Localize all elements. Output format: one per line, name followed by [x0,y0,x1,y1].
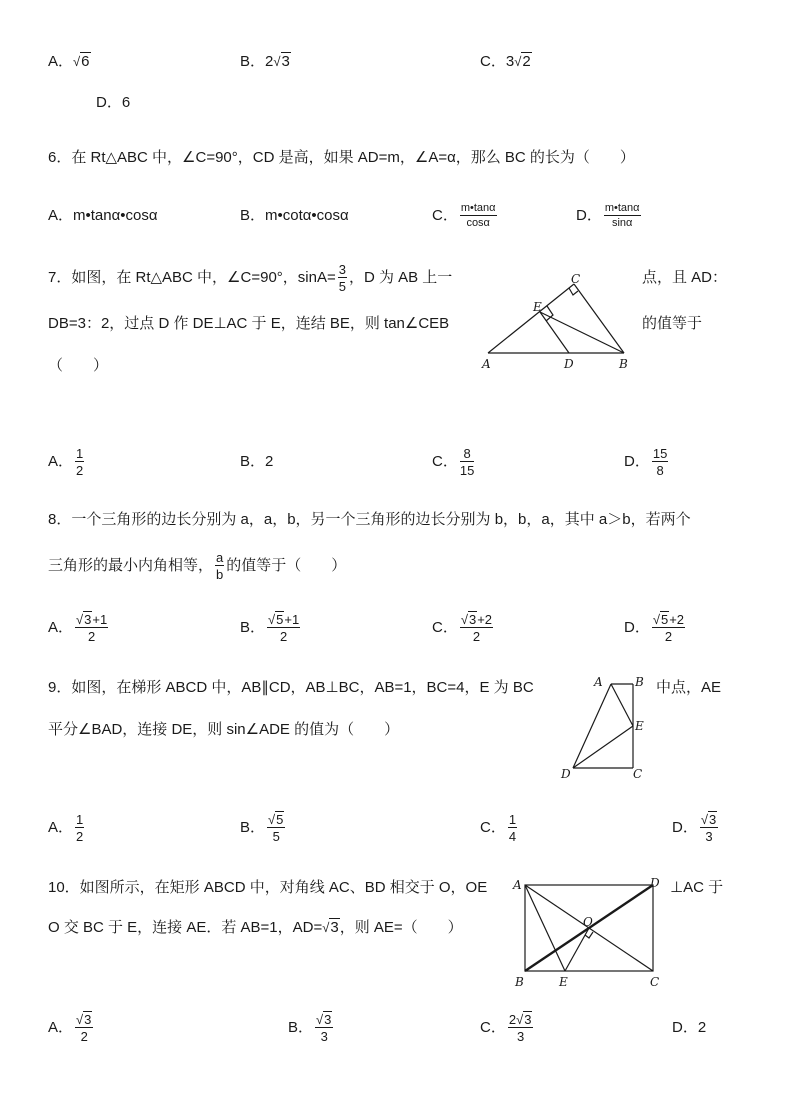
q8-line-1: 8．一个三角形的边长分别为 a，a，b，另一个三角形的边长分别为 b，b，a，其中 a＞b，若两个 [48,511,691,528]
q7-line-1-right: 点，且 AD： [642,269,728,286]
numerator: m•tanα [460,202,496,215]
option-prefix: C． [432,207,458,224]
q9-line-1: 9．如图，在梯形 ABCD 中，AB∥CD，AB⊥BC，AB=1，BC=4，E 为 BC [48,679,534,696]
numerator: √5+1 [268,612,300,628]
q7-option-a [48,444,86,480]
q7-option-b: B．2 [240,453,274,470]
denominator: 2 [472,629,481,645]
label-E: E [533,300,542,314]
label-D: D [650,876,660,890]
radicand: 3 [84,1012,92,1028]
fraction [75,613,108,643]
numerator: m•tanα [604,202,640,215]
numerator: √3+2 [460,612,493,628]
q9-line-1-right: 中点，AE [656,679,722,696]
sqrt: √3 [322,919,339,936]
numerator: √5+2 [652,612,685,628]
option-prefix: B． [240,819,266,836]
q6-option-c [432,198,499,234]
fraction [75,1013,93,1043]
numerator: 1 [76,812,84,828]
radicand: 5 [276,612,284,628]
fraction [267,613,300,643]
radicand: 3 [281,53,290,70]
q10-line-2 [48,918,463,938]
label-B: B [635,675,644,689]
option-prefix: D． [672,819,698,836]
numerator: 2√3 [508,1012,532,1028]
radicand: 5 [276,812,284,828]
denominator: 2 [76,829,84,845]
option-prefix: B． [240,619,266,636]
q7-line-2: DB=3：2，过点 D 作 DE⊥AC 于 E，连结 BE，则 tan∠CEB [48,315,450,332]
numerator: a [216,550,224,566]
option-prefix: B．2 [240,53,274,70]
option-prefix: A． [48,453,74,470]
fraction [652,613,685,643]
q9-figure [555,672,655,784]
numerator-tail: +2 [669,612,685,628]
denominator: b [216,567,224,583]
denominator: 8 [656,463,664,479]
radicand: 5 [660,612,669,628]
text: 三角形的最小内角相等， [48,557,214,574]
radicand: 3 [324,1012,332,1028]
denominator: 2 [80,1029,88,1045]
fraction [508,1013,534,1043]
fraction [508,813,517,843]
denominator: 15 [459,463,475,479]
fraction [338,263,347,293]
q10-option-a [48,1010,95,1046]
option-prefix: C． [480,1019,506,1036]
q10-option-c [480,1010,535,1046]
q7-option-d [624,444,670,480]
fraction [315,1013,333,1043]
option-prefix: D． [624,619,650,636]
denominator: 2 [664,629,673,645]
q6-option-d [576,198,643,234]
sqrt: √3 [273,53,290,70]
q8-option-d [624,610,687,646]
numerator: √3 [700,812,717,828]
radicand: 2 [522,53,531,70]
numerator: √3 [316,1012,332,1028]
q10-figure [508,873,670,993]
fraction [460,203,497,229]
numerator: 1 [508,812,517,828]
denominator: 5 [272,829,280,845]
numerator-tail: +2 [477,612,493,628]
option-prefix: D． [624,453,650,470]
text: 7．如图，在 Rt△ABC 中，∠C=90°，sinA= [48,269,336,286]
q9-option-b [240,810,287,846]
sqrt: √2 [514,53,531,70]
denominator: 3 [320,1029,328,1045]
radicand: 3 [84,612,92,628]
numerator: √5 [268,812,284,828]
text: 的值等于（ ） [226,557,347,574]
denominator: 2 [76,463,84,479]
denominator: 3 [705,829,713,845]
q6-stem: 6．在 Rt△ABC 中，∠C=90°，CD 是高，如果 AD=m，∠A=α，那么 BC 的长为（ ） [48,149,635,166]
option-prefix: A． [48,619,74,636]
option-prefix: A． [48,819,74,836]
option-prefix: A． [48,1019,74,1036]
q7-option-c [432,444,476,480]
label-B: B [619,357,628,371]
q8-option-b [240,610,302,646]
fraction [460,613,493,643]
option-prefix: B． [288,1019,314,1036]
q5-option-b [240,52,291,72]
fraction [215,551,224,581]
label-D: D [561,767,571,781]
q10-line-1-right: ⊥AC 于 [670,879,724,896]
q8-option-c [432,610,495,646]
fraction [652,447,668,477]
numerator: √3+1 [76,612,108,628]
label-D: D [564,357,574,371]
radicand: 3 [708,812,717,828]
numerator: 3 [338,262,346,278]
q6-option-a: A．m•tanα•cosα [48,207,158,224]
label-E: E [635,719,644,733]
label-O: O [583,915,593,929]
denominator: 2 [88,629,96,645]
label-A: A [482,357,491,371]
radicand: 3 [524,1012,532,1028]
label-C: C [650,975,660,989]
denominator: 4 [508,829,517,845]
fraction [267,813,285,843]
q9-line-2: 平分∠BAD，连接 DE，则 sin∠ADE 的值为（ ） [48,721,400,738]
option-prefix: D． [576,207,602,224]
label-A: A [513,878,522,892]
q5-option-c [480,52,532,72]
option-prefix: C． [432,453,458,470]
numerator: √3 [76,1012,92,1028]
q9-option-d [672,810,720,846]
numerator: 1 [76,446,84,462]
fraction [75,813,84,843]
q7-line-2-right: 的值等于 [642,315,703,332]
denominator: 2 [280,629,288,645]
label-C: C [571,272,581,286]
denominator: sinα [611,217,633,230]
q9-option-c [480,810,519,846]
q5-option-d: D．6 [96,94,131,111]
numerator-tail: +1 [92,612,108,628]
q8-line-2 [48,548,346,584]
fraction [604,203,641,229]
q6-option-b: B．m•cotα•cosα [240,207,349,224]
sqrt: √6 [73,53,90,70]
q7-figure [478,270,638,375]
option-prefix: A． [48,53,74,70]
q7-line-1 [48,260,452,296]
label-C: C [633,767,643,781]
q9-option-a [48,810,86,846]
radicand: 3 [330,919,339,936]
numerator-tail: +1 [284,612,300,628]
fraction [75,447,84,477]
option-prefix: C．3 [480,53,515,70]
q5-option-a [48,52,91,72]
label-A: A [594,675,603,689]
denominator: 3 [517,1029,525,1045]
fraction [700,813,718,843]
q7-line-3: （ ） [48,357,109,374]
option-prefix: C． [432,619,458,636]
q10-line-1: 10．如图所示，在矩形 ABCD 中，对角线 AC、BD 相交于 O，OE [48,879,488,896]
label-B: B [515,975,524,989]
coefficient: 2 [508,1012,517,1028]
fraction [460,447,474,477]
numerator: 15 [652,446,668,462]
q10-option-d: D．2 [672,1019,707,1036]
denominator: cosα [466,217,490,230]
q8-option-a [48,610,110,646]
option-prefix: C． [480,819,506,836]
text: O 交 BC 于 E，连接 AE．若 AB=1，AD= [48,919,323,936]
label-E: E [559,975,568,989]
numerator: 8 [460,447,474,462]
radicand: 6 [81,53,90,70]
denominator: 5 [338,279,346,295]
radicand: 3 [468,612,477,628]
text: ，D 为 AB 上一 [348,269,453,286]
text: ，则 AE=（ ） [339,919,463,936]
q10-option-b [288,1010,335,1046]
